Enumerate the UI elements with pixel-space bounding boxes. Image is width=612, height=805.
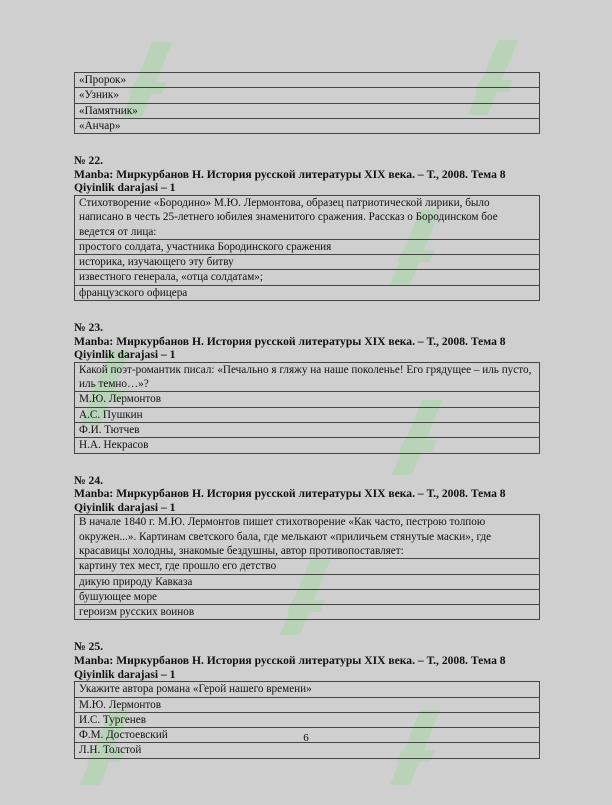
table-row (75, 392, 540, 407)
option-cell: Н.А. Некрасов (75, 438, 540, 453)
option-cell: «Пророк» (75, 73, 540, 88)
option-cell: «Анчар» (75, 118, 540, 133)
question-text: Укажите автора романа «Герой нашего времени» (75, 682, 540, 697)
table-row (75, 88, 540, 103)
question-number: № 22. (74, 154, 104, 168)
question-source: Manba: Миркурбанов Н. История русской литературы XIX века. – Т., 2008. Тема 8 (74, 487, 506, 501)
option-cell: М.Ю. Лермонтов (75, 697, 540, 712)
question-difficulty: Qiyinlik darajasi – 1 (74, 348, 176, 362)
question-header-22 (74, 154, 540, 195)
table-row (75, 103, 540, 118)
question-source: Manba: Миркурбанов Н. История русской литературы XIX века. – Т., 2008. Тема 8 (74, 167, 506, 181)
question-number: № 23. (74, 321, 104, 335)
option-cell: Л.Н. Толстой (75, 743, 540, 758)
question-table-22 (74, 195, 540, 301)
question-table-24 (74, 514, 540, 620)
page-number: 6 (303, 732, 309, 744)
option-cell: историка, изучающего эту битву (75, 255, 540, 270)
option-cell: героизм русских воинов (75, 605, 540, 620)
option-cell: «Узник» (75, 88, 540, 103)
question-header-25 (74, 640, 540, 681)
table-row (75, 515, 540, 559)
option-cell: Ф.М. Достоевский (75, 728, 540, 743)
option-cell: А.С. Пушкин (75, 407, 540, 422)
table-row (75, 195, 540, 239)
table-row (75, 239, 540, 254)
option-cell: М.Ю. Лермонтов (75, 392, 540, 407)
page-content (74, 72, 540, 759)
question-source: Manba: Миркурбанов Н. История русской литературы XIX века. – Т., 2008. Тема 8 (74, 654, 506, 668)
question-number: № 25. (74, 640, 104, 654)
table-row (75, 118, 540, 133)
question-table-23 (74, 362, 540, 454)
question-table-25 (74, 681, 540, 758)
top-options-table (74, 72, 540, 134)
question-difficulty: Qiyinlik darajasi – 1 (74, 500, 176, 514)
table-row (75, 285, 540, 300)
option-cell: французского офицера (75, 285, 540, 300)
option-cell: картину тех мест, где прошло его детство (75, 559, 540, 574)
question-text: Какой поэт-романтик писал: «Печально я гляжу на наше поколенье! Его грядущее – иль пусто, иль темно…»? (75, 362, 540, 392)
option-cell: бушующее море (75, 589, 540, 604)
table-row (75, 423, 540, 438)
table-row (75, 255, 540, 270)
table-row (75, 697, 540, 712)
option-cell: простого солдата, участника Бородинского сражения (75, 239, 540, 254)
option-cell: И.С. Тургенев (75, 712, 540, 727)
table-row (75, 559, 540, 574)
question-difficulty: Qiyinlik darajasi – 1 (74, 181, 176, 195)
table-row (75, 712, 540, 727)
table-row (75, 605, 540, 620)
question-source: Manba: Миркурбанов Н. История русской литературы XIX века. – Т., 2008. Тема 8 (74, 334, 506, 348)
option-cell: Ф.И. Тютчев (75, 423, 540, 438)
table-row (75, 407, 540, 422)
question-header-23 (74, 321, 540, 362)
option-cell: «Памятник» (75, 103, 540, 118)
question-number: № 24. (74, 473, 104, 487)
option-cell: известного генерала, «отца солдатам»; (75, 270, 540, 285)
question-difficulty: Qiyinlik darajasi – 1 (74, 667, 176, 681)
table-row (75, 743, 540, 758)
option-cell: дикую природу Кавказа (75, 574, 540, 589)
table-row (75, 438, 540, 453)
question-header-24 (74, 474, 540, 515)
table-row (75, 362, 540, 392)
question-text: Стихотворение «Бородино» М.Ю. Лермонтова, образец патриотической лирики, было написано в честь 25-летнего юбилея знаменитого сражения. Рассказ о Бородинском бое ведется от лица: (75, 195, 540, 239)
table-row (75, 682, 540, 697)
question-text: В начале 1840 г. М.Ю. Лермонтов пишет стихотворение «Как часто, пестрою толпою окружен...». Картинам светского бала, где мелькают «приличьем стянутые маски», где красавицы холодны, знакомые бездушны, автор противопоставляет: (75, 515, 540, 559)
table-row (75, 589, 540, 604)
table-row (75, 270, 540, 285)
table-row (75, 73, 540, 88)
table-row (75, 574, 540, 589)
